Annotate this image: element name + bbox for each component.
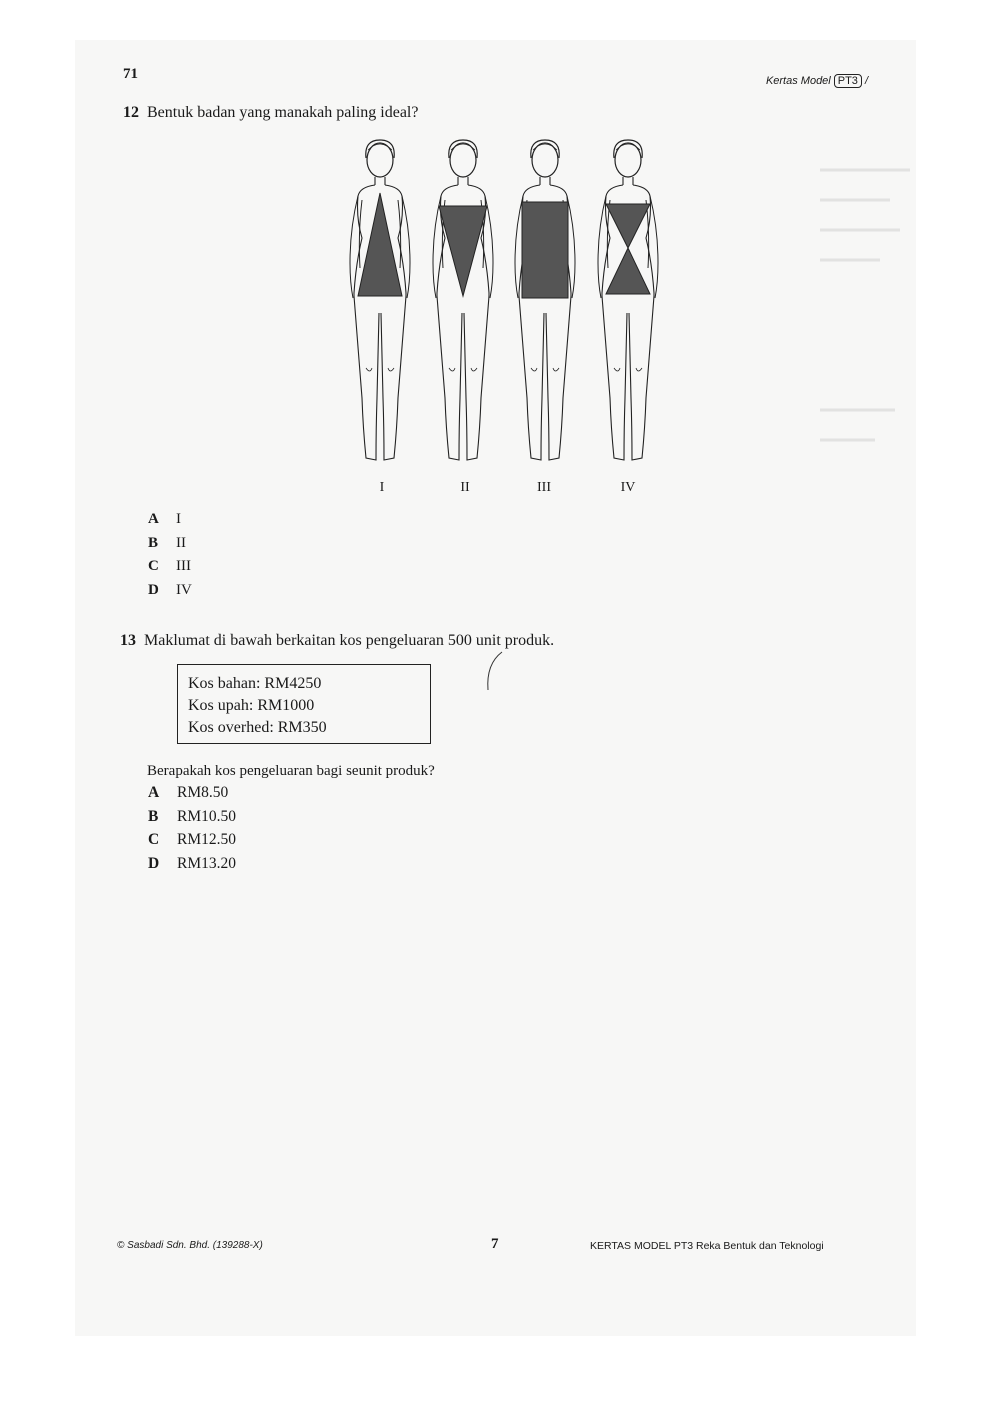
q12-options — [148, 508, 192, 602]
question-number: 13 — [120, 632, 136, 649]
bleed-through-text — [820, 160, 920, 600]
cost-overhead: Kos overhed: RM350 — [188, 719, 327, 736]
cost-material: Kos bahan: RM4250 — [188, 675, 322, 692]
running-suffix: / — [864, 75, 868, 87]
figure-4 — [598, 140, 658, 460]
option-d[interactable]: D RM13.20 — [148, 854, 236, 872]
option-d[interactable]: D IV — [148, 581, 192, 598]
body-shape-figures — [345, 138, 675, 468]
question-12 — [123, 104, 418, 122]
option-c[interactable]: C III — [148, 558, 191, 574]
cost-info-box — [177, 664, 431, 744]
figure-3 — [515, 140, 575, 460]
running-title: Kertas Model — [765, 75, 831, 87]
option-a[interactable]: A RM8.50 — [148, 784, 229, 801]
footer-title: KERTAS MODEL PT3 Reka Bentuk dan Teknologi — [590, 1240, 824, 1252]
question-13-prompt: Berapakah kos pengeluaran bagi seunit produk? — [147, 763, 435, 779]
figure-2 — [433, 140, 493, 460]
pen-mark — [484, 650, 504, 695]
footer-publisher: © Sasbadi Sdn. Bhd. (139288-X) — [117, 1240, 263, 1251]
page-number-top: 71 — [123, 66, 138, 82]
figure-label-3: III — [537, 480, 551, 495]
question-text: Bentuk badan yang manakah paling ideal? — [147, 104, 419, 121]
figure-1 — [350, 140, 410, 460]
figure-label-4: IV — [620, 480, 636, 495]
cost-labour: Kos upah: RM1000 — [188, 697, 315, 714]
q13-options — [148, 781, 236, 875]
figure-label-2: II — [460, 480, 470, 495]
option-a[interactable]: A I — [148, 511, 181, 527]
option-b[interactable]: B II — [148, 534, 186, 551]
question-text: Maklumat di bawah berkaitan kos pengeluaran 500 unit produk. — [144, 632, 555, 649]
option-b[interactable]: B RM10.50 — [148, 807, 236, 825]
option-c[interactable]: C RM12.50 — [148, 831, 236, 848]
figure-label-1: I — [379, 480, 385, 495]
question-13 — [120, 632, 554, 650]
question-number: 12 — [123, 104, 139, 121]
running-badge: PT3 — [834, 74, 862, 88]
running-header — [766, 74, 868, 88]
footer-page-number: 7 — [491, 1236, 499, 1252]
